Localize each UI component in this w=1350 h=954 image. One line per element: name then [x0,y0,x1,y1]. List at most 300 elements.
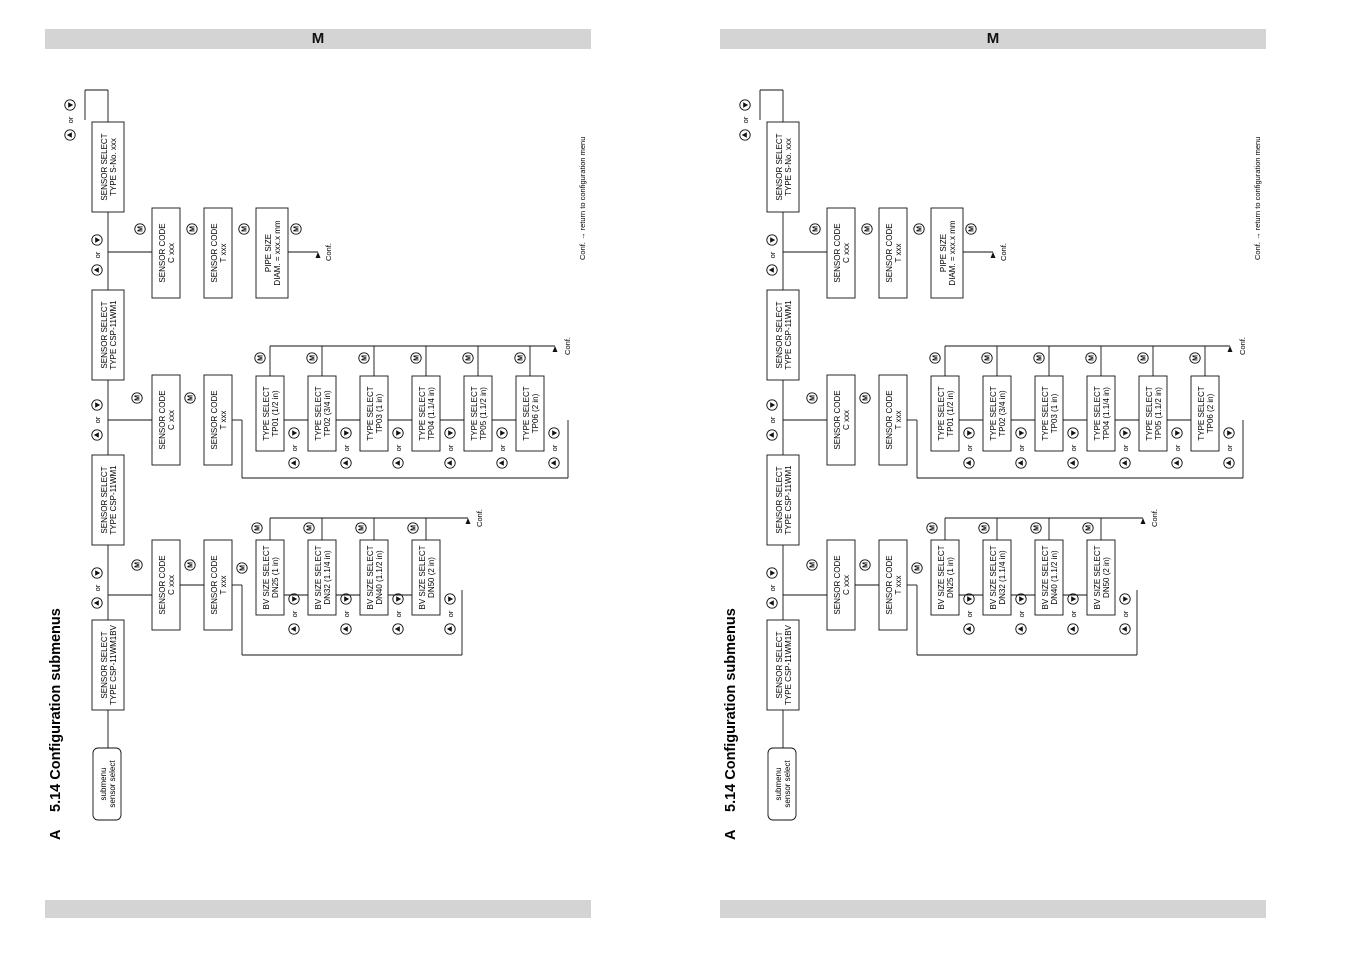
box-line-1: BV SIZE SELECT [937,545,946,610]
down-key-icon [740,100,750,110]
box-line-1: SENSOR CODE [158,223,167,283]
down-key-icon [1016,428,1026,438]
box-line-2: sensor select [108,760,117,808]
arrow-head [991,252,996,258]
up-key-icon [1120,458,1130,468]
header-letter: M [311,30,325,47]
sensor-select-box-4 [767,122,799,212]
section-letter: A [723,829,739,840]
m-key-letter: M [189,226,197,232]
down-key-icon [767,400,777,410]
down-key-icon [1172,428,1182,438]
m-key-letter: M [134,395,142,401]
box-line-2: TP03 (1 in) [375,393,384,434]
box-line-2: T xxx [894,575,903,595]
m-key-icon [927,523,937,533]
box-line-2: DN25 (1 in) [946,557,955,598]
or-label: or [1121,610,1130,618]
box-line-1: TYPE SELECT [470,386,479,441]
up-key-icon [1016,458,1026,468]
up-or-down-keys [1120,428,1130,468]
m-key-icon [1138,353,1148,363]
m-key-icon [291,224,301,234]
type-select-box-3 [1035,376,1063,451]
box-line-2: T xxx [894,410,903,430]
box-line-2: TYPE S-No. xxx [109,138,118,196]
m-key-icon [359,353,369,363]
or-label: or [1017,444,1026,452]
m-key-icon [408,523,418,533]
up-or-down-keys [1224,428,1234,468]
box-line-2: C xxx [842,410,851,430]
up-or-down-keys [92,400,102,440]
m-key-letter: M [257,355,265,361]
m-key-letter: M [137,226,145,232]
box-line-2: DN50 (2 in) [427,557,436,598]
header-band [45,29,591,49]
box-line-2: TP03 (1 in) [1050,393,1059,434]
submenu-sensor-select-box [93,748,121,820]
m-key-icon [807,560,817,570]
or-label: or [446,444,455,452]
sensor-select-box-1 [767,620,799,710]
up-key-icon [289,624,299,634]
m-key-letter: M [809,395,817,401]
m-key-letter: M [932,355,940,361]
bv-size-select-box-3 [360,540,388,615]
m-key-letter: M [254,525,262,531]
box-line-2: DN32 (1.1/4 in) [323,550,332,605]
type-select-box-5 [464,376,492,451]
up-or-down-keys [964,428,974,468]
up-or-down-keys [1068,428,1078,468]
box-line-1: BV SIZE SELECT [262,545,271,610]
m-key-icon [307,353,317,363]
box-line-1: BV SIZE SELECT [989,545,998,610]
m-key-icon [1034,353,1044,363]
sensor-code-t-box [204,208,232,298]
m-key-icon [185,393,195,403]
up-or-down-keys [1068,594,1078,634]
sensor-select-box-2 [767,455,799,545]
box-line-1: SENSOR SELECT [100,133,109,201]
m-key-letter: M [812,226,820,232]
box-line-1: BV SIZE SELECT [314,545,323,610]
up-or-down-keys [767,235,777,275]
box-line-1: SENSOR CODE [833,555,842,615]
m-key-letter: M [916,226,924,232]
box-line-1: SENSOR CODE [158,390,167,450]
up-key-icon [497,458,507,468]
m-key-letter: M [361,355,369,361]
m-key-letter: M [809,562,817,568]
footnote: Conf. → return to configuration menu [1253,136,1262,260]
box-line-1: PIPE SIZE [939,233,948,273]
m-key-icon [237,563,247,573]
or-label: or [768,584,777,592]
down-key-icon [341,428,351,438]
m-key-letter: M [1033,525,1041,531]
m-key-icon [1083,523,1093,533]
box-line-1: TYPE SELECT [937,386,946,441]
box-line-2: TP01 (1/2 in) [271,390,280,437]
sensor-code-c-box [827,375,855,465]
m-key-letter: M [241,226,249,232]
box-line-1: TYPE SELECT [522,386,531,441]
m-key-letter: M [134,562,142,568]
box-line-2: TP01 (1/2 in) [946,390,955,437]
arrow-head [316,252,321,258]
box-line-1: TYPE SELECT [418,386,427,441]
sensor-code-c-box [827,208,855,298]
up-or-down-keys [964,594,974,634]
m-key-icon [810,224,820,234]
down-key-icon [1068,428,1078,438]
box-line-1: TYPE SELECT [1093,386,1102,441]
box-line-1: SENSOR SELECT [775,631,784,699]
arrow-head [1228,346,1233,352]
up-key-icon [1172,458,1182,468]
diagram-content [48,90,587,840]
m-key-icon [463,353,473,363]
box-line-1: SENSOR CODE [885,223,894,283]
or-label: or [965,444,974,452]
or-label: or [1173,444,1182,452]
up-key-icon [1224,458,1234,468]
up-or-down-keys [289,428,299,468]
m-key-letter: M [358,525,366,531]
m-key-icon [1190,353,1200,363]
or-label: or [394,444,403,452]
box-line-1: SENSOR CODE [210,555,219,615]
m-key-icon [807,393,817,403]
type-select-box-1 [256,376,284,451]
up-or-down-keys [767,400,777,440]
box-line-2: TYPE CSP-11WM1 [784,465,793,535]
type-select-box-3 [360,376,388,451]
box-line-2: C xxx [842,243,851,263]
up-key-icon [767,265,777,275]
up-key-icon [964,624,974,634]
up-key-icon [92,598,102,608]
box-line-2: T xxx [219,243,228,263]
box-line-1: BV SIZE SELECT [1093,545,1102,610]
sensor-select-box-3 [92,290,124,380]
type-select-box-1 [931,376,959,451]
type-select-box-2 [983,376,1011,451]
conf-label: Conf. [1150,509,1159,527]
sensor-code-c-box [827,540,855,630]
up-key-icon [393,624,403,634]
up-or-down-keys [341,428,351,468]
m-key-icon [1086,353,1096,363]
sensor-code-t-box [204,375,232,465]
or-label: or [93,251,102,259]
box-line-1: TYPE SELECT [1145,386,1154,441]
down-key-icon [767,568,777,578]
box-line-2: DIAM. = xxx.x mm [948,220,957,286]
box-line-2: C xxx [167,575,176,595]
bv-size-select-box-2 [983,540,1011,615]
box-line-1: BV SIZE SELECT [1041,545,1050,610]
or-label: or [1017,610,1026,618]
sensor-code-c-box [152,375,180,465]
up-or-down-keys [1120,594,1130,634]
up-key-icon [767,598,777,608]
box-line-2: TP05 (1.1/2 in) [479,387,488,440]
type-select-box-4 [412,376,440,451]
up-key-icon [1068,624,1078,634]
m-key-icon [132,560,142,570]
up-or-down-keys [341,594,351,634]
up-key-icon [341,458,351,468]
box-line-2: TP04 (1.1/4 in) [427,387,436,440]
type-select-box-6 [1191,376,1219,451]
box-line-1: SENSOR SELECT [775,301,784,369]
or-label: or [1225,444,1234,452]
sensor-select-box-1 [92,620,124,710]
m-key-letter: M [984,355,992,361]
up-key-icon [445,458,455,468]
box-line-1: SENSOR CODE [885,555,894,615]
or-label: or [768,251,777,259]
box-line-1: SENSOR CODE [210,223,219,283]
or-label: or [741,116,750,124]
m-key-icon [914,224,924,234]
box-line-1: TYPE SELECT [989,386,998,441]
m-key-letter: M [968,226,976,232]
or-label: or [550,444,559,452]
up-or-down-keys [92,568,102,608]
m-key-icon [132,393,142,403]
or-label: or [342,610,351,618]
or-label: or [394,610,403,618]
m-key-icon [252,523,262,533]
box-line-2: TYPE CSP-11WM1BV [784,625,793,705]
m-key-letter: M [929,525,937,531]
up-or-down-keys [740,100,750,140]
up-key-icon [1016,624,1026,634]
arrow-head [553,346,558,352]
arrow-head [466,518,471,524]
m-key-letter: M [309,355,317,361]
box-line-2: TYPE CSP-11WM1 [109,300,118,370]
m-key-letter: M [293,226,301,232]
bv-size-select-box-1 [256,540,284,615]
m-key-icon [860,393,870,403]
conf-label: Conf. [475,509,484,527]
box-line-1: SENSOR CODE [210,390,219,450]
m-key-letter: M [1088,355,1096,361]
m-key-icon [411,353,421,363]
box-line-2: T xxx [219,575,228,595]
conf-label: Conf. [999,243,1008,261]
box-line-1: TYPE SELECT [366,386,375,441]
up-key-icon [767,430,777,440]
m-key-letter: M [239,565,247,571]
m-key-letter: M [187,562,195,568]
down-key-icon [1120,428,1130,438]
down-key-icon [92,400,102,410]
up-or-down-keys [92,235,102,275]
down-key-icon [289,428,299,438]
pipe-size-box [931,208,963,298]
m-key-letter: M [306,525,314,531]
bv-size-select-box-4 [1087,540,1115,615]
section-title: 5.14 Configuration submenus [723,608,739,812]
up-or-down-keys [289,594,299,634]
up-or-down-keys [393,428,403,468]
box-line-2: TP02 (3/4 in) [323,390,332,437]
up-or-down-keys [1016,428,1026,468]
m-key-icon [862,224,872,234]
m-key-icon [239,224,249,234]
box-line-1: PIPE SIZE [264,233,273,273]
down-key-icon [92,235,102,245]
type-select-box-4 [1087,376,1115,451]
m-key-letter: M [1085,525,1093,531]
conf-label: Conf. [1238,337,1247,355]
up-key-icon [549,458,559,468]
sensor-code-c-box [152,540,180,630]
box-line-2: TP04 (1.1/4 in) [1102,387,1111,440]
box-line-1: SENSOR SELECT [775,133,784,201]
sensor-code-t-box [879,540,907,630]
box-line-2: C xxx [842,575,851,595]
or-label: or [342,444,351,452]
box-line-1: TYPE SELECT [262,386,271,441]
config-diagram [675,0,1350,954]
m-key-icon [930,353,940,363]
type-select-box-6 [516,376,544,451]
m-key-icon [1031,523,1041,533]
box-line-2: DN40 (1.1/2 in) [375,550,384,605]
box-line-2: C xxx [167,243,176,263]
down-key-icon [549,428,559,438]
or-label: or [290,444,299,452]
conf-label: Conf. [563,337,572,355]
right-page [675,0,1350,954]
down-key-icon [1120,594,1130,604]
m-key-icon [304,523,314,533]
box-line-1: SENSOR SELECT [100,466,109,534]
m-key-icon [982,353,992,363]
up-key-icon [964,458,974,468]
or-label: or [1121,444,1130,452]
box-line-1: submenu [99,767,108,801]
m-key-letter: M [517,355,525,361]
or-label: or [1069,444,1078,452]
up-key-icon [341,624,351,634]
up-or-down-keys [1172,428,1182,468]
up-or-down-keys [497,428,507,468]
m-key-letter: M [864,226,872,232]
up-key-icon [1120,624,1130,634]
sensor-select-box-2 [92,455,124,545]
m-key-icon [187,224,197,234]
box-line-1: SENSOR SELECT [775,466,784,534]
box-line-1: SENSOR CODE [833,390,842,450]
up-key-icon [65,130,75,140]
box-line-1: TYPE SELECT [1197,386,1206,441]
or-label: or [93,584,102,592]
box-line-2: T xxx [219,410,228,430]
m-key-letter: M [1192,355,1200,361]
box-line-2: TYPE CSP-11WM1 [109,465,118,535]
m-key-letter: M [862,395,870,401]
sensor-select-box-4 [92,122,124,212]
sensor-code-t-box [204,540,232,630]
footnote: Conf. → return to configuration menu [578,136,587,260]
up-key-icon [445,624,455,634]
up-or-down-keys [393,594,403,634]
or-label: or [768,416,777,424]
box-line-2: TYPE CSP-11WM1BV [109,625,118,705]
m-key-icon [515,353,525,363]
m-key-letter: M [981,525,989,531]
box-line-2: TYPE S-No. xxx [784,138,793,196]
m-key-letter: M [465,355,473,361]
box-line-2: TP02 (3/4 in) [998,390,1007,437]
m-key-icon [135,224,145,234]
section-letter: A [48,829,64,840]
m-key-icon [912,563,922,573]
box-line-1: SENSOR SELECT [100,631,109,699]
or-label: or [498,444,507,452]
box-line-2: sensor select [783,760,792,808]
up-or-down-keys [445,594,455,634]
up-or-down-keys [767,568,777,608]
box-line-2: DN50 (2 in) [1102,557,1111,598]
sensor-select-box-3 [767,290,799,380]
m-key-letter: M [914,565,922,571]
up-key-icon [740,130,750,140]
m-key-letter: M [862,562,870,568]
sensor-code-t-box [879,208,907,298]
down-key-icon [445,428,455,438]
box-line-1: BV SIZE SELECT [418,545,427,610]
box-line-2: DN25 (1 in) [271,557,280,598]
box-line-2: DIAM. = xxx.x mm [273,220,282,286]
down-key-icon [1224,428,1234,438]
m-key-icon [979,523,989,533]
up-or-down-keys [1016,594,1026,634]
bv-size-select-box-3 [1035,540,1063,615]
m-key-icon [966,224,976,234]
box-line-1: TYPE SELECT [314,386,323,441]
up-key-icon [289,458,299,468]
type-select-box-5 [1139,376,1167,451]
box-line-1: TYPE SELECT [1041,386,1050,441]
box-line-2: TP06 (2 in) [531,393,540,434]
header-band [720,29,1266,49]
or-label: or [446,610,455,618]
up-or-down-keys [65,100,75,140]
section-title: 5.14 Configuration submenus [48,608,64,812]
box-line-1: BV SIZE SELECT [366,545,375,610]
m-key-icon [185,560,195,570]
down-key-icon [767,235,777,245]
down-key-icon [92,568,102,578]
box-line-1: SENSOR SELECT [100,301,109,369]
box-line-1: SENSOR CODE [158,555,167,615]
box-line-2: TP05 (1.1/2 in) [1154,387,1163,440]
down-key-icon [964,428,974,438]
or-label: or [93,416,102,424]
m-key-letter: M [410,525,418,531]
down-key-icon [393,428,403,438]
pipe-size-box [256,208,288,298]
